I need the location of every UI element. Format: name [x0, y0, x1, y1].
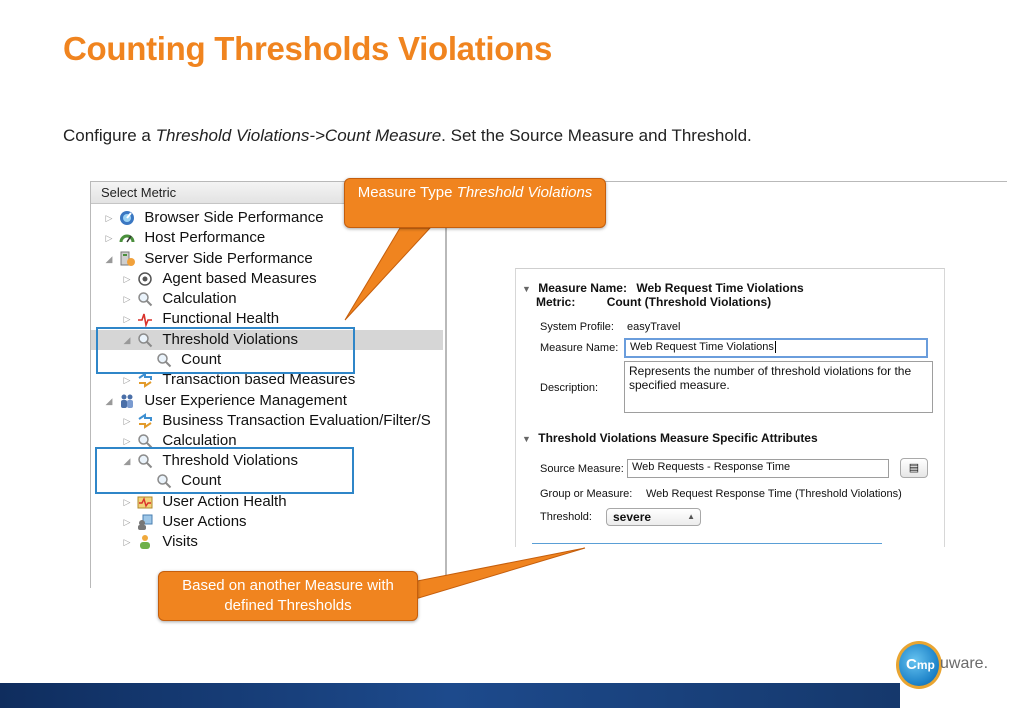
tree-item-label: Threshold Violations — [162, 452, 298, 470]
tree-item-label: Functional Health — [162, 310, 280, 328]
footer-bar — [0, 683, 900, 708]
expanded-triangle-icon[interactable]: ◢ — [105, 254, 113, 265]
system-profile-value: easyTravel — [627, 321, 681, 333]
collapsed-triangle-icon[interactable]: ▷ — [105, 213, 113, 224]
expanded-triangle-icon[interactable]: ◢ — [123, 456, 131, 467]
collapsed-triangle-icon[interactable]: ▷ — [123, 314, 131, 325]
threshold-label: Threshold: — [540, 511, 592, 523]
group-or-measure-value: Web Request Response Time (Threshold Violations) — [646, 488, 902, 500]
tree-item-label: Host Performance — [144, 229, 266, 247]
measure-name-header[interactable]: ▼ Measure Name: Web Request Time Violations — [522, 281, 804, 295]
collapsed-triangle-icon[interactable]: ▷ — [105, 233, 113, 244]
threshold-select[interactable]: severe ▲ — [606, 508, 701, 526]
specific-attributes-section-header[interactable]: ▼ Threshold Violations Measure Specific Attributes — [522, 431, 818, 445]
browse-icon: ▤ — [908, 462, 920, 474]
expanded-triangle-icon[interactable]: ▼ — [522, 434, 531, 444]
compuware-logo-mark: Cmp — [896, 641, 942, 689]
tree-item-label: Threshold Violations — [162, 331, 298, 349]
subtitle-prefix: Configure a — [63, 126, 156, 145]
system-profile-label: System Profile: — [540, 321, 614, 333]
measure-name-label: Measure Name: — [540, 342, 619, 354]
slide-title: Counting Thresholds Violations — [63, 30, 553, 67]
expanded-triangle-icon[interactable]: ▼ — [522, 284, 531, 294]
based-on-callout: Based on another Measure with defined Thresholds — [158, 571, 418, 621]
based-on-callout-pointer — [412, 548, 585, 600]
source-measure-label: Source Measure: — [540, 463, 624, 475]
collapsed-triangle-icon[interactable]: ▷ — [123, 375, 131, 386]
tree-item-label: User Actions — [162, 513, 247, 531]
description-label: Description: — [540, 382, 599, 394]
tree-item-label: Visits — [162, 533, 198, 551]
tree-item-label: Business Transaction Evaluation/Filter/S — [162, 412, 431, 430]
source-measure-input[interactable]: Web Requests - Response Time — [627, 459, 889, 478]
callout-measure-type-italic: Threshold Violations — [456, 184, 593, 201]
collapsed-triangle-icon[interactable]: ▷ — [123, 274, 131, 285]
tree-item-label: Calculation — [162, 290, 237, 308]
tree-item-label: Count — [181, 351, 222, 369]
metric-header: Metric: Count (Threshold Violations) — [536, 295, 772, 309]
tree-item-label: User Experience Management — [144, 392, 347, 410]
group-or-measure-label: Group or Measure: — [540, 488, 633, 500]
metric-tree-header: Select Metric — [91, 182, 445, 204]
collapsed-triangle-icon[interactable]: ▷ — [123, 517, 131, 528]
tree-item-label: Agent based Measures — [162, 270, 317, 288]
select-arrows-icon: ▲ — [687, 512, 695, 521]
description-textarea[interactable]: Represents the number of threshold violations for the specified measure. — [624, 361, 933, 413]
collapsed-triangle-icon[interactable]: ▷ — [123, 436, 131, 447]
expanded-triangle-icon[interactable]: ◢ — [123, 335, 131, 346]
measure-type-callout — [344, 178, 606, 228]
collapsed-triangle-icon[interactable]: ▷ — [123, 537, 131, 548]
collapsed-triangle-icon[interactable]: ▷ — [123, 497, 131, 508]
expanded-triangle-icon[interactable]: ◢ — [105, 396, 113, 407]
tree-item-label: Browser Side Performance — [144, 209, 324, 227]
collapsed-triangle-icon[interactable]: ▷ — [123, 294, 131, 305]
tree-item-label: Calculation — [162, 432, 237, 450]
tree-item-label: Server Side Performance — [144, 250, 313, 268]
subtitle-suffix: . Set the Source Measure and Threshold. — [441, 126, 752, 145]
measure-name-input[interactable]: Web Request Time Violations — [624, 338, 928, 358]
measure-type-callout-pointer — [345, 228, 430, 320]
tree-item-label: User Action Health — [162, 493, 287, 511]
collapsed-triangle-icon[interactable]: ▷ — [123, 416, 131, 427]
tree-item-label: Transaction based Measures — [162, 371, 356, 389]
tree-item-label: Count — [181, 472, 222, 490]
subtitle-italic: Threshold Violations->Count Measure — [155, 126, 442, 145]
compuware-logo-text: uware. — [940, 655, 989, 672]
callout-measure-type-prefix: Measure Type — [357, 184, 457, 201]
